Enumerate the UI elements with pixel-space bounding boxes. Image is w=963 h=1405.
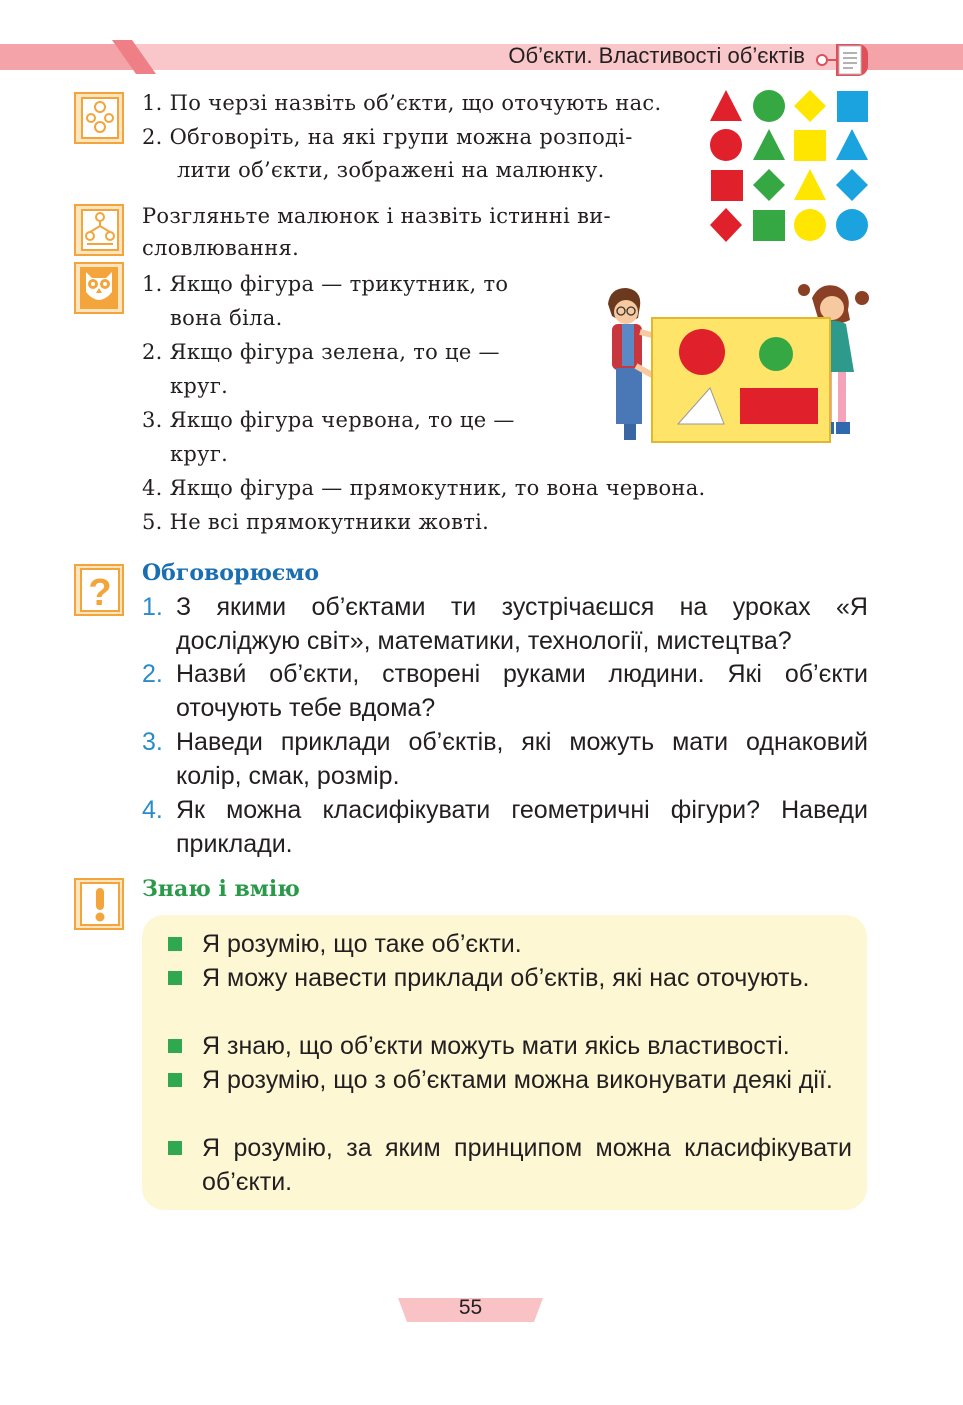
logic-task-icon — [74, 204, 124, 256]
bullet-square — [168, 937, 182, 951]
bullet-square — [168, 1141, 182, 1155]
statement-4: 4. Якщо фігура — прямокутник, то вона червона. — [142, 476, 706, 500]
discuss-item-text: Назви́ об’єкти, створені руками людини. Які об’єкти оточують тебе вдома? — [176, 660, 868, 722]
know-item-3: Я знаю, що об’єкти можуть мати якісь властивості. — [202, 1032, 790, 1060]
discuss-item-text: З якими об’єктами ти зустрічаєшся на уроках «Я досліджую світ», математики, технології, мистецтва? — [176, 593, 868, 655]
discuss-item-number: 1. — [142, 593, 163, 621]
discuss-item-4 — [142, 793, 868, 861]
bullet-square — [168, 1039, 182, 1053]
children-board-illustration — [598, 276, 870, 446]
task1-line3: лити об’єкти, зображені на малюнку. — [177, 158, 605, 182]
discuss-item-number: 2. — [142, 660, 163, 688]
discuss-item-2 — [142, 657, 868, 725]
know-box — [142, 915, 867, 1210]
shapes-grid — [708, 88, 872, 246]
exclamation-icon — [74, 878, 124, 930]
task1-line2: 2. Обговоріть, на які групи можна розподі- — [142, 125, 633, 149]
notebook-icon — [814, 40, 870, 80]
discuss-item-1 — [142, 590, 868, 658]
group-work-icon — [74, 92, 124, 144]
know-item-4: Я розумію, що з об’єктами можна виконувати деякі дії. — [202, 1066, 833, 1094]
task2-intro-line2: словлювання. — [142, 236, 300, 260]
bullet-square — [168, 1073, 182, 1087]
owl-icon — [74, 262, 124, 314]
discuss-item-number: 3. — [142, 728, 163, 756]
statement-5: 5. Не всі прямокутники жовті. — [142, 510, 490, 534]
discuss-item-text: Як можна класифікувати геометричні фігури? Наведи приклади. — [176, 796, 868, 858]
question-icon — [74, 564, 124, 616]
task1-line1: 1. По черзі назвіть об’єкти, що оточують нас. — [142, 91, 662, 115]
know-item-2: Я можу навести приклади об’єктів, які нас оточують. — [202, 964, 810, 992]
discuss-item-text: Наведи приклади об’єктів, які можуть мати однаковий колір, смак, розмір. — [176, 728, 868, 790]
discuss-heading: Обговорюємо — [142, 560, 320, 586]
bullet-square — [168, 971, 182, 985]
task2-intro-line1: Розгляньте малюнок і назвіть істинні ви- — [142, 204, 611, 228]
know-item-5: Я розумію, за яким принципом можна класифікувати об’єкти. — [202, 1134, 852, 1196]
statement-3b: круг. — [170, 442, 229, 466]
header-title: Об’єкти. Властивості об’єктів — [508, 43, 805, 68]
statement-1a: 1. Якщо фігура — трикутник, то — [142, 272, 509, 296]
page-number: 55 — [458, 1296, 483, 1319]
statement-3a: 3. Якщо фігура червона, то це — — [142, 408, 515, 432]
statement-2b: круг. — [170, 374, 229, 398]
statement-1b: вона біла. — [170, 306, 283, 330]
statement-2a: 2. Якщо фігура зелена, то це — — [142, 340, 500, 364]
svg-text:?: ? — [88, 572, 112, 614]
discuss-item-3 — [142, 725, 868, 793]
discuss-item-number: 4. — [142, 796, 163, 824]
know-item-1: Я розумію, що таке об’єкти. — [202, 930, 522, 958]
know-heading: Знаю і вмію — [142, 876, 300, 902]
